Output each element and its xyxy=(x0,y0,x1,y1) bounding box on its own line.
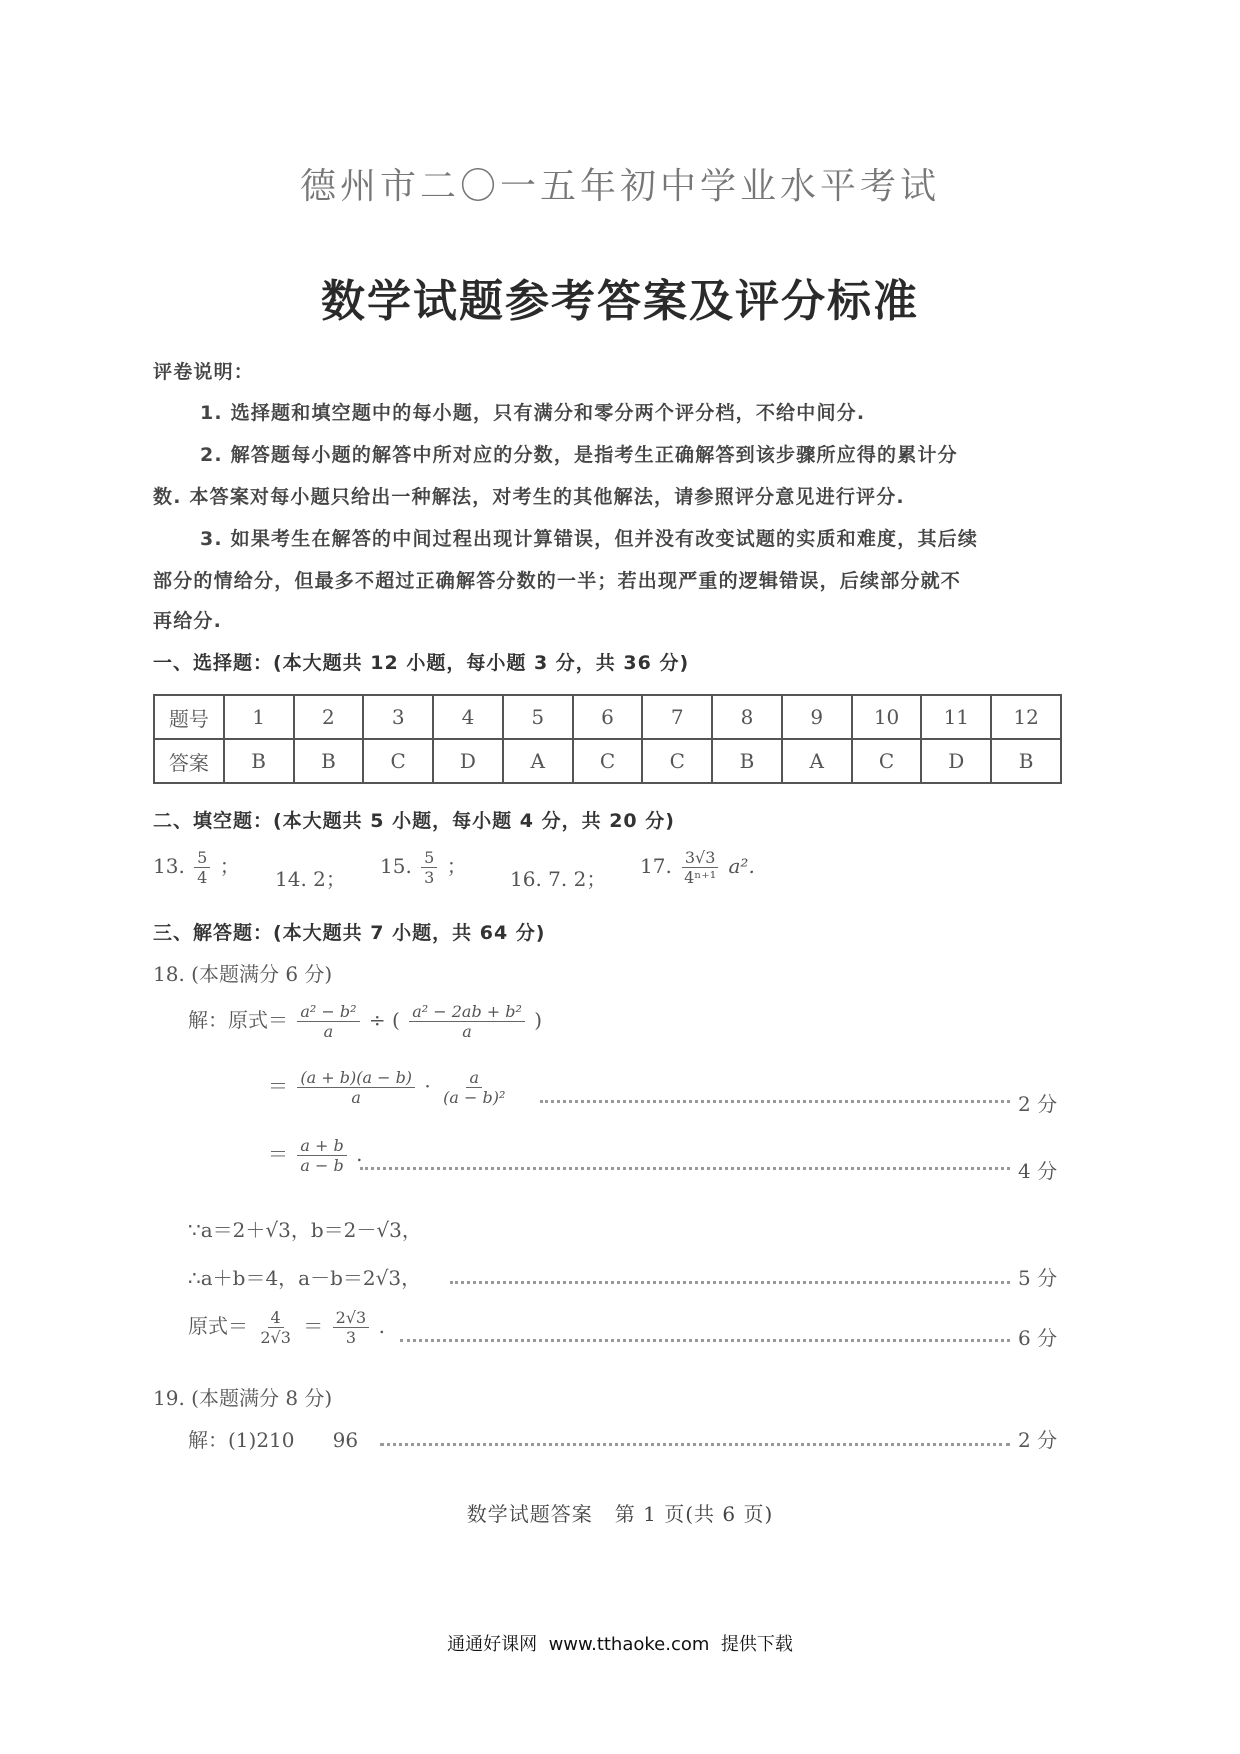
exam-title: 德州市二〇一五年初中学业水平考试 xyxy=(299,166,940,207)
dotted-leader xyxy=(380,1443,1010,1446)
section2-heading: 二、填空题：(本大题共 5 小题，每小题 4 分，共 20 分) xyxy=(153,810,675,832)
note-line-6: 再给分. xyxy=(153,610,223,632)
q18-line-6: 原式＝ $\frac{4}{2√3}$ ＝ $\frac{2√3}{3}$ . xyxy=(188,1308,385,1347)
answer-cell: B xyxy=(224,739,294,783)
q19-heading: 19. (本题满分 8 分) xyxy=(153,1386,333,1410)
answer-cell: A xyxy=(503,739,573,783)
note-line-1: 1. 选择题和填空题中的每小题，只有满分和零分两个评分档，不给中间分. xyxy=(200,402,866,424)
question-number: 1 xyxy=(224,695,294,739)
answer-cell: C xyxy=(573,739,643,783)
q18-line-2: ＝ $\frac{(a + b)(a - b)}{a}$ · $\frac{a}{\text{(a − b)²}}$ xyxy=(268,1068,511,1107)
answer-cell: A xyxy=(782,739,852,783)
answer-table xyxy=(153,694,1062,784)
question-number: 5 xyxy=(503,695,573,739)
table-row-numbers xyxy=(154,695,1061,739)
source-watermark: 通通好课网 www.tthaoke.com 提供下载 xyxy=(447,1634,793,1655)
section3-heading: 三、解答题：(本大题共 7 小题，共 64 分) xyxy=(153,922,546,944)
question-number: 4 xyxy=(433,695,503,739)
dotted-leader xyxy=(450,1281,1010,1284)
note-line-5: 部分的情给分，但最多不超过正确解答分数的一半；若出现严重的逻辑错误，后续部分就不 xyxy=(153,570,962,592)
fraction: $\frac{a + b}{a - b}$ xyxy=(297,1136,346,1175)
score-label: 2 分 xyxy=(1018,1428,1058,1452)
dotted-leader xyxy=(540,1100,1010,1103)
answer-13: 13. $\frac{5}{4}$ ； xyxy=(153,848,240,887)
fraction: $\frac{4}{2√3}$ xyxy=(260,1308,291,1347)
fraction: $\frac{2√3}{3}$ xyxy=(333,1308,370,1347)
table-row-answers xyxy=(154,739,1061,783)
question-number: 2 xyxy=(294,695,364,739)
fraction: $\frac{5}{4}$ xyxy=(194,848,210,887)
question-number: 11 xyxy=(921,695,991,739)
note-line-4: 3. 如果考生在解答的中间过程出现计算错误，但并没有改变试题的实质和难度，其后续 xyxy=(200,528,979,550)
answer-15: 15. $\frac{5}{3}$ ； xyxy=(380,848,467,887)
score-label: 2 分 xyxy=(1018,1092,1058,1116)
note-line-3: 数. 本答案对每小题只给出一种解法，对考生的其他解法，请参照评分意见进行评分. xyxy=(153,486,905,508)
q18-line-3: ＝ $\frac{a + b}{a - b}$ . xyxy=(268,1136,363,1175)
question-number: 12 xyxy=(991,695,1061,739)
question-number: 9 xyxy=(782,695,852,739)
score-label: 6 分 xyxy=(1018,1326,1058,1350)
answer-cell: B xyxy=(712,739,782,783)
fraction: $\frac{3√3}{\text{4ⁿ⁺¹}}$ xyxy=(681,848,719,887)
q18-heading: 18. (本题满分 6 分) xyxy=(153,962,333,986)
dotted-leader xyxy=(360,1167,1010,1170)
dotted-leader xyxy=(400,1339,1010,1342)
page-footer: 数学试题答案 第 1 页(共 6 页) xyxy=(466,1502,774,1526)
question-number: 8 xyxy=(712,695,782,739)
row-label: 题号 xyxy=(154,695,224,739)
q18-line-5: ∴a＋b＝4，a－b＝2√3， xyxy=(188,1266,422,1290)
q18-line-4: ∵a＝2＋√3，b＝2－√3， xyxy=(188,1218,422,1242)
notes-heading: 评卷说明： xyxy=(153,361,255,383)
question-number: 6 xyxy=(573,695,643,739)
fraction: $\frac{\text{a² − 2ab + b²}}{a}$ xyxy=(409,1002,525,1041)
answer-cell: C xyxy=(363,739,433,783)
section1-heading: 一、选择题：(本大题共 12 小题，每小题 3 分，共 36 分) xyxy=(153,652,690,674)
document-title: 数学试题参考答案及评分标准 xyxy=(321,276,919,327)
q18-line-1: 解：原式＝ $\frac{\text{a² − b²}}{a}$ ÷ ( $\frac{\text{a² − 2ab + b²}}{a}$ ) xyxy=(188,1002,543,1041)
answer-cell: B xyxy=(991,739,1061,783)
answer-cell: C xyxy=(642,739,712,783)
answer-cell: D xyxy=(921,739,991,783)
score-label: 4 分 xyxy=(1018,1159,1058,1183)
answer-17: 17. $\frac{3√3}{\text{4ⁿ⁺¹}}$ a². xyxy=(640,848,755,887)
answer-cell: C xyxy=(852,739,922,783)
note-line-2: 2. 解答题每小题的解答中所对应的分数，是指考生正确解答到该步骤所应得的累计分 xyxy=(200,444,958,466)
fraction: $\frac{5}{3}$ xyxy=(421,848,437,887)
answer-16: 16. 7. 2； xyxy=(510,867,607,891)
question-number: 10 xyxy=(852,695,922,739)
question-number: 7 xyxy=(642,695,712,739)
answer-cell: D xyxy=(433,739,503,783)
q19-line-1: 解：(1)210 96 xyxy=(188,1428,359,1452)
score-label: 5 分 xyxy=(1018,1266,1058,1290)
fraction: $\frac{a}{\text{(a − b)²}}$ xyxy=(443,1068,506,1107)
question-number: 3 xyxy=(363,695,433,739)
fraction: $\frac{\text{a² − b²}}{a}$ xyxy=(297,1002,359,1041)
row-label: 答案 xyxy=(154,739,224,783)
fraction: $\frac{(a + b)(a - b)}{a}$ xyxy=(297,1068,415,1107)
answer-14: 14. 2； xyxy=(275,867,346,891)
answer-cell: B xyxy=(294,739,364,783)
